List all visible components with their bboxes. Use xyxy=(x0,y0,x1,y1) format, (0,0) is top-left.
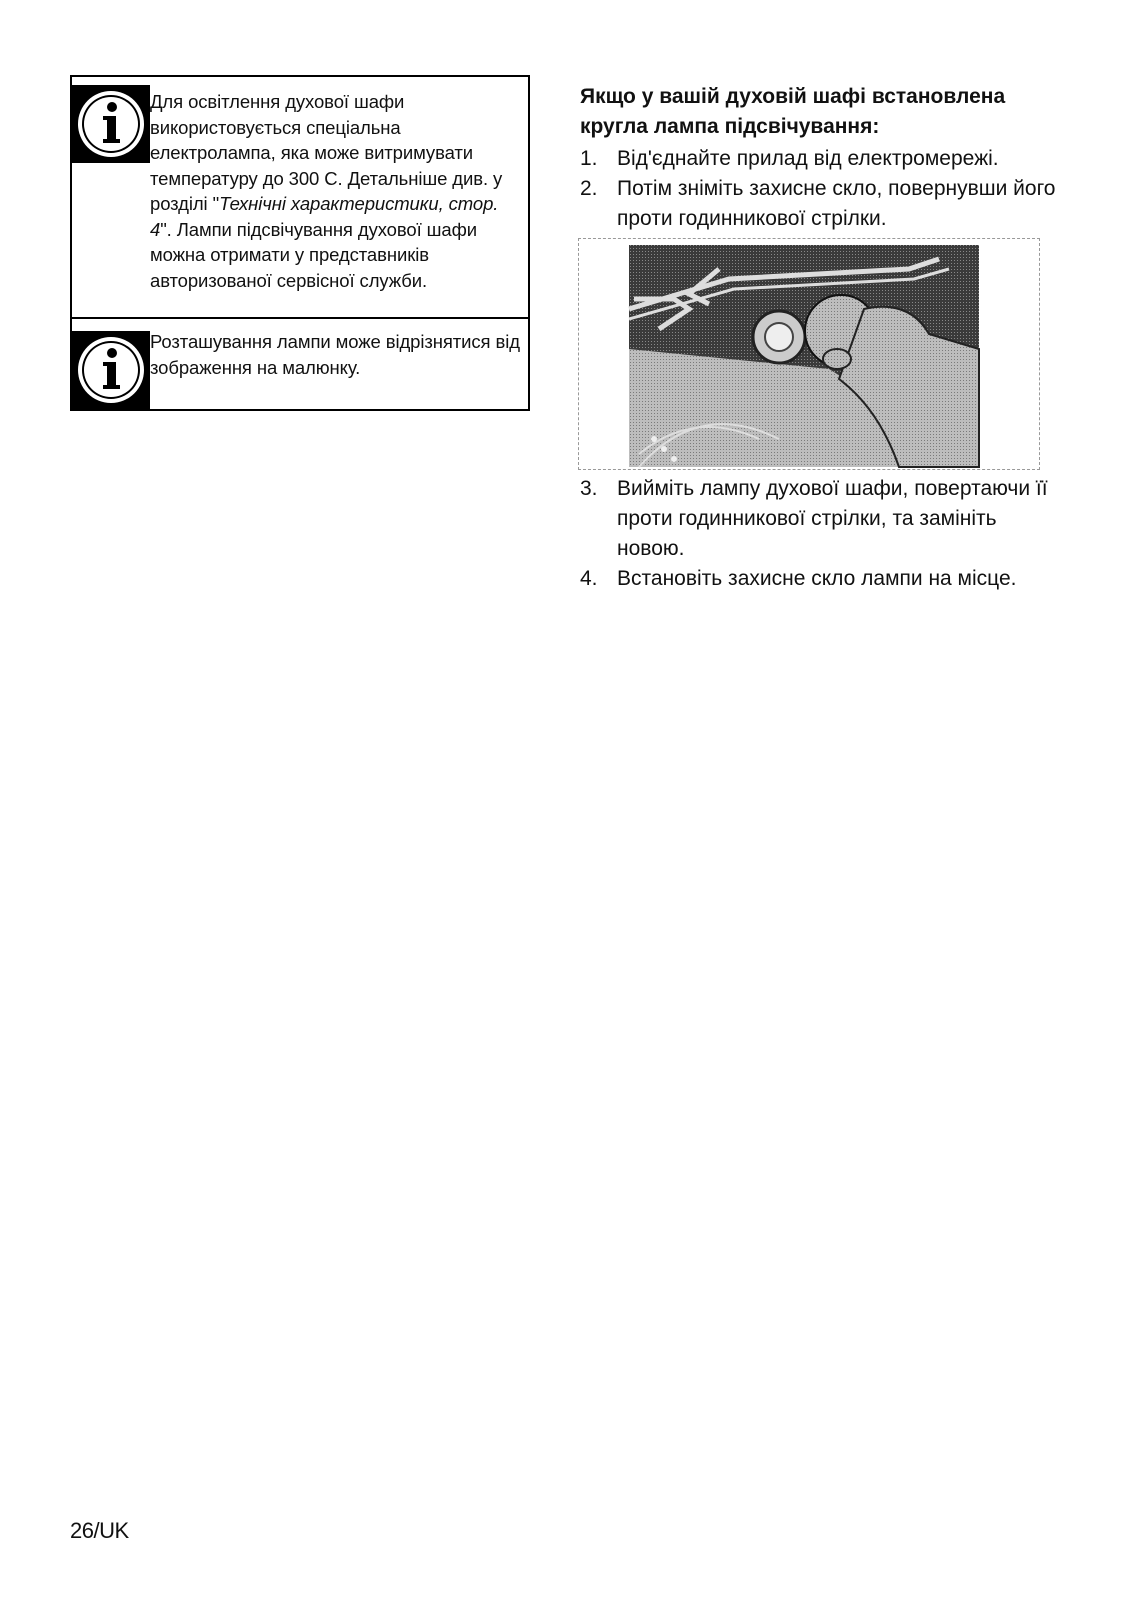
info-note-lamp-position xyxy=(72,317,528,409)
step-item xyxy=(580,174,1060,234)
step-text: Від'єднайте прилад від електромережі. xyxy=(617,147,999,170)
section-title: Якщо у вашій духовій шафі встановлена кругла лампа підсвічування: xyxy=(580,85,1006,138)
step-item xyxy=(580,564,1060,594)
step-text: Встановіть захисне скло лампи на місце. xyxy=(617,567,1017,590)
step-text: Вийміть лампу духової шафи, повертаючи її проти годинникової стрілки, та замініть новою. xyxy=(617,477,1048,560)
spec-reference: Технічні характеристики, стор. 4 xyxy=(150,193,499,240)
info-notes-box xyxy=(70,75,530,411)
info-icon xyxy=(72,85,150,163)
lamp-replacement-section xyxy=(580,82,1060,594)
page-number: 26/UK xyxy=(70,1518,129,1543)
lamp-illustration xyxy=(578,238,1040,470)
info-note-text: Для освітлення духової шафи використовується спеціальна електролампа, яка може витримувати температуру до 300 С. Детальніше див. у розділі "Технічні характеристики, стор. 4". Лампи підсвічування духової шафи можна отримати у представників авторизованої сервісної служби. xyxy=(150,91,503,291)
step-number: 3. xyxy=(580,477,598,500)
info-note-lamp-type xyxy=(72,77,528,319)
step-text: Потім зніміть захисне скло, повернувши його проти годинникової стрілки. xyxy=(617,177,1056,230)
info-icon xyxy=(72,331,150,409)
info-note-text: Розташування лампи може відрізнятися від зображення на малюнку. xyxy=(150,331,520,378)
step-number: 4. xyxy=(580,567,598,590)
step-item xyxy=(580,474,1060,564)
step-item xyxy=(580,144,1060,174)
step-number: 2. xyxy=(580,177,598,200)
step-number: 1. xyxy=(580,147,598,170)
